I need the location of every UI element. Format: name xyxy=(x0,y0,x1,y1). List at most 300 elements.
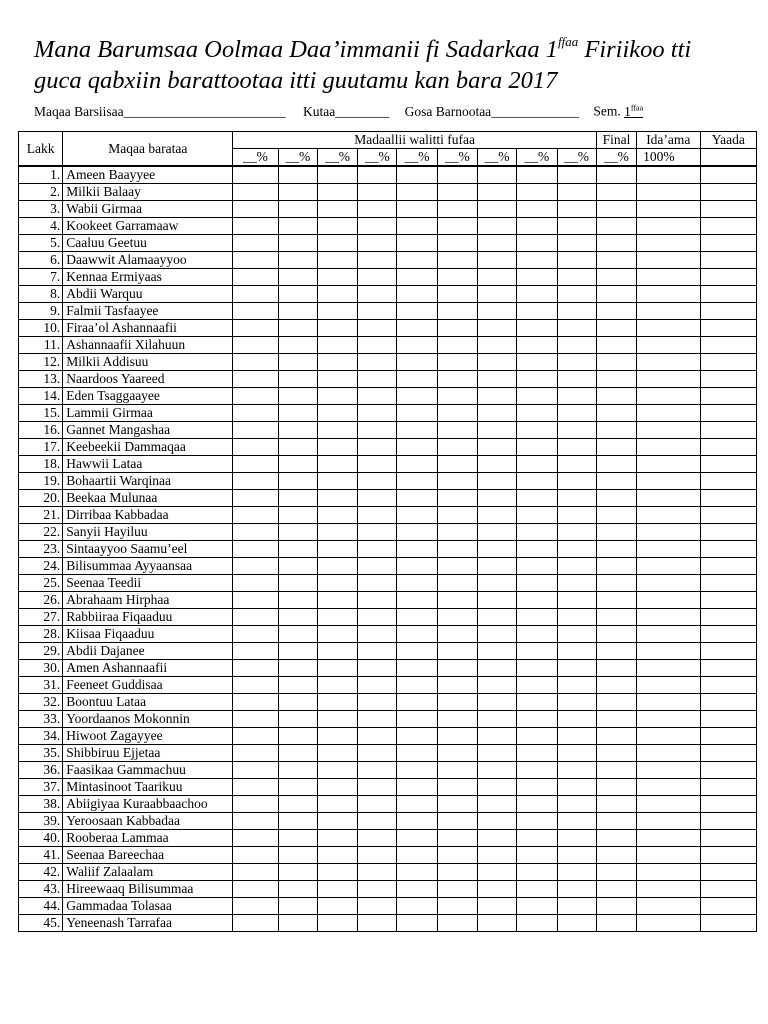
score-cell[interactable] xyxy=(478,507,517,524)
score-cell[interactable] xyxy=(437,269,477,286)
score-cell[interactable] xyxy=(517,796,557,813)
score-cell[interactable] xyxy=(358,728,397,745)
total-cell[interactable] xyxy=(637,371,700,388)
score-cell[interactable] xyxy=(317,422,357,439)
score-cell[interactable] xyxy=(517,643,557,660)
score-cell[interactable] xyxy=(397,524,437,541)
score-cell[interactable] xyxy=(437,898,477,915)
score-cell[interactable] xyxy=(278,269,317,286)
score-cell[interactable] xyxy=(517,881,557,898)
score-cell[interactable] xyxy=(317,728,357,745)
score-cell[interactable] xyxy=(397,201,437,218)
score-cell[interactable] xyxy=(478,354,517,371)
score-cell[interactable] xyxy=(397,881,437,898)
score-cell[interactable] xyxy=(437,813,477,830)
score-cell[interactable] xyxy=(233,745,278,762)
score-cell[interactable] xyxy=(478,405,517,422)
total-cell[interactable] xyxy=(637,745,700,762)
total-cell[interactable] xyxy=(637,490,700,507)
score-cell[interactable] xyxy=(278,592,317,609)
remark-cell[interactable] xyxy=(700,711,756,728)
score-cell[interactable] xyxy=(233,813,278,830)
score-cell[interactable] xyxy=(517,609,557,626)
score-cell[interactable] xyxy=(358,660,397,677)
score-cell[interactable] xyxy=(437,490,477,507)
score-cell[interactable] xyxy=(397,218,437,235)
final-cell[interactable] xyxy=(596,847,636,864)
score-cell[interactable] xyxy=(278,575,317,592)
score-cell[interactable] xyxy=(317,762,357,779)
score-cell[interactable] xyxy=(233,660,278,677)
score-cell[interactable] xyxy=(557,677,596,694)
score-cell[interactable] xyxy=(233,609,278,626)
score-cell[interactable] xyxy=(557,711,596,728)
score-cell[interactable] xyxy=(517,439,557,456)
score-cell[interactable] xyxy=(317,558,357,575)
score-cell[interactable] xyxy=(557,439,596,456)
score-cell[interactable] xyxy=(233,490,278,507)
remark-cell[interactable] xyxy=(700,371,756,388)
score-cell[interactable] xyxy=(317,660,357,677)
score-cell[interactable] xyxy=(278,609,317,626)
remark-cell[interactable] xyxy=(700,218,756,235)
score-cell[interactable] xyxy=(233,473,278,490)
pct-cell-3[interactable]: __% xyxy=(317,149,357,167)
score-cell[interactable] xyxy=(358,813,397,830)
score-cell[interactable] xyxy=(517,337,557,354)
score-cell[interactable] xyxy=(233,915,278,932)
score-cell[interactable] xyxy=(478,201,517,218)
total-cell[interactable] xyxy=(637,711,700,728)
score-cell[interactable] xyxy=(233,830,278,847)
score-cell[interactable] xyxy=(557,558,596,575)
score-cell[interactable] xyxy=(397,915,437,932)
score-cell[interactable] xyxy=(517,660,557,677)
total-cell[interactable] xyxy=(637,779,700,796)
score-cell[interactable] xyxy=(478,796,517,813)
score-cell[interactable] xyxy=(517,405,557,422)
score-cell[interactable] xyxy=(233,235,278,252)
final-cell[interactable] xyxy=(596,337,636,354)
final-cell[interactable] xyxy=(596,592,636,609)
score-cell[interactable] xyxy=(437,592,477,609)
score-cell[interactable] xyxy=(358,830,397,847)
score-cell[interactable] xyxy=(233,269,278,286)
remark-cell[interactable] xyxy=(700,762,756,779)
score-cell[interactable] xyxy=(233,694,278,711)
score-cell[interactable] xyxy=(358,541,397,558)
score-cell[interactable] xyxy=(397,507,437,524)
final-cell[interactable] xyxy=(596,320,636,337)
score-cell[interactable] xyxy=(517,201,557,218)
score-cell[interactable] xyxy=(317,796,357,813)
score-cell[interactable] xyxy=(437,320,477,337)
score-cell[interactable] xyxy=(233,405,278,422)
score-cell[interactable] xyxy=(317,694,357,711)
score-cell[interactable] xyxy=(557,626,596,643)
score-cell[interactable] xyxy=(437,473,477,490)
score-cell[interactable] xyxy=(557,473,596,490)
score-cell[interactable] xyxy=(517,898,557,915)
score-cell[interactable] xyxy=(397,847,437,864)
score-cell[interactable] xyxy=(317,166,357,184)
score-cell[interactable] xyxy=(233,524,278,541)
score-cell[interactable] xyxy=(317,218,357,235)
score-cell[interactable] xyxy=(233,320,278,337)
score-cell[interactable] xyxy=(517,779,557,796)
total-cell[interactable] xyxy=(637,541,700,558)
score-cell[interactable] xyxy=(278,405,317,422)
score-cell[interactable] xyxy=(397,558,437,575)
score-cell[interactable] xyxy=(317,745,357,762)
score-cell[interactable] xyxy=(358,711,397,728)
total-cell[interactable] xyxy=(637,830,700,847)
score-cell[interactable] xyxy=(233,218,278,235)
score-cell[interactable] xyxy=(557,269,596,286)
score-cell[interactable] xyxy=(437,371,477,388)
score-cell[interactable] xyxy=(233,388,278,405)
score-cell[interactable] xyxy=(478,524,517,541)
score-cell[interactable] xyxy=(233,558,278,575)
total-cell[interactable] xyxy=(637,388,700,405)
score-cell[interactable] xyxy=(557,303,596,320)
score-cell[interactable] xyxy=(517,626,557,643)
score-cell[interactable] xyxy=(437,558,477,575)
remark-cell[interactable] xyxy=(700,728,756,745)
total-cell[interactable] xyxy=(637,881,700,898)
final-cell[interactable] xyxy=(596,354,636,371)
score-cell[interactable] xyxy=(358,796,397,813)
score-cell[interactable] xyxy=(358,422,397,439)
score-cell[interactable] xyxy=(437,881,477,898)
remark-cell[interactable] xyxy=(700,337,756,354)
score-cell[interactable] xyxy=(437,830,477,847)
final-cell[interactable] xyxy=(596,252,636,269)
score-cell[interactable] xyxy=(478,592,517,609)
score-cell[interactable] xyxy=(317,201,357,218)
final-cell[interactable] xyxy=(596,643,636,660)
score-cell[interactable] xyxy=(317,541,357,558)
score-cell[interactable] xyxy=(437,762,477,779)
score-cell[interactable] xyxy=(278,830,317,847)
score-cell[interactable] xyxy=(233,762,278,779)
score-cell[interactable] xyxy=(233,592,278,609)
score-cell[interactable] xyxy=(478,541,517,558)
final-cell[interactable] xyxy=(596,303,636,320)
score-cell[interactable] xyxy=(557,490,596,507)
score-cell[interactable] xyxy=(358,371,397,388)
score-cell[interactable] xyxy=(317,269,357,286)
score-cell[interactable] xyxy=(278,898,317,915)
score-cell[interactable] xyxy=(397,711,437,728)
score-cell[interactable] xyxy=(358,558,397,575)
score-cell[interactable] xyxy=(317,864,357,881)
pct-cell-8[interactable]: __% xyxy=(517,149,557,167)
score-cell[interactable] xyxy=(317,626,357,643)
total-cell[interactable] xyxy=(637,575,700,592)
score-cell[interactable] xyxy=(478,235,517,252)
score-cell[interactable] xyxy=(397,252,437,269)
remark-cell[interactable] xyxy=(700,269,756,286)
score-cell[interactable] xyxy=(557,745,596,762)
final-cell[interactable] xyxy=(596,235,636,252)
score-cell[interactable] xyxy=(358,320,397,337)
score-cell[interactable] xyxy=(317,405,357,422)
score-cell[interactable] xyxy=(233,711,278,728)
remark-cell[interactable] xyxy=(700,252,756,269)
score-cell[interactable] xyxy=(478,490,517,507)
score-cell[interactable] xyxy=(358,694,397,711)
score-cell[interactable] xyxy=(278,643,317,660)
score-cell[interactable] xyxy=(557,507,596,524)
score-cell[interactable] xyxy=(278,813,317,830)
pct-cell-2[interactable]: __% xyxy=(278,149,317,167)
final-cell[interactable] xyxy=(596,762,636,779)
remark-cell[interactable] xyxy=(700,864,756,881)
score-cell[interactable] xyxy=(317,898,357,915)
score-cell[interactable] xyxy=(478,677,517,694)
total-cell[interactable] xyxy=(637,337,700,354)
remark-cell[interactable] xyxy=(700,303,756,320)
score-cell[interactable] xyxy=(397,473,437,490)
score-cell[interactable] xyxy=(233,643,278,660)
score-cell[interactable] xyxy=(557,456,596,473)
score-cell[interactable] xyxy=(478,252,517,269)
score-cell[interactable] xyxy=(478,643,517,660)
score-cell[interactable] xyxy=(517,762,557,779)
score-cell[interactable] xyxy=(557,575,596,592)
score-cell[interactable] xyxy=(557,660,596,677)
score-cell[interactable] xyxy=(358,354,397,371)
remark-cell[interactable] xyxy=(700,473,756,490)
teacher-name-field[interactable] xyxy=(34,104,286,120)
score-cell[interactable] xyxy=(278,473,317,490)
score-cell[interactable] xyxy=(397,745,437,762)
score-cell[interactable] xyxy=(358,201,397,218)
final-cell[interactable] xyxy=(596,439,636,456)
score-cell[interactable] xyxy=(278,320,317,337)
score-cell[interactable] xyxy=(517,184,557,201)
final-cell[interactable] xyxy=(596,184,636,201)
score-cell[interactable] xyxy=(233,371,278,388)
score-cell[interactable] xyxy=(478,660,517,677)
score-cell[interactable] xyxy=(478,371,517,388)
total-cell[interactable] xyxy=(637,524,700,541)
score-cell[interactable] xyxy=(278,864,317,881)
score-cell[interactable] xyxy=(557,201,596,218)
score-cell[interactable] xyxy=(517,830,557,847)
score-cell[interactable] xyxy=(437,507,477,524)
score-cell[interactable] xyxy=(517,303,557,320)
total-cell[interactable] xyxy=(637,592,700,609)
score-cell[interactable] xyxy=(358,609,397,626)
score-cell[interactable] xyxy=(233,252,278,269)
score-cell[interactable] xyxy=(317,507,357,524)
score-cell[interactable] xyxy=(233,677,278,694)
final-cell[interactable] xyxy=(596,728,636,745)
score-cell[interactable] xyxy=(317,915,357,932)
final-cell[interactable] xyxy=(596,830,636,847)
score-cell[interactable] xyxy=(397,439,437,456)
score-cell[interactable] xyxy=(278,915,317,932)
score-cell[interactable] xyxy=(278,881,317,898)
score-cell[interactable] xyxy=(233,201,278,218)
final-cell[interactable] xyxy=(596,558,636,575)
pct-cell-1[interactable]: __% xyxy=(233,149,278,167)
remark-cell[interactable] xyxy=(700,166,756,184)
score-cell[interactable] xyxy=(557,694,596,711)
remark-cell[interactable] xyxy=(700,235,756,252)
score-cell[interactable] xyxy=(557,371,596,388)
score-cell[interactable] xyxy=(317,320,357,337)
score-cell[interactable] xyxy=(557,898,596,915)
score-cell[interactable] xyxy=(317,439,357,456)
remark-cell[interactable] xyxy=(700,830,756,847)
final-cell[interactable] xyxy=(596,575,636,592)
score-cell[interactable] xyxy=(437,915,477,932)
remark-cell[interactable] xyxy=(700,609,756,626)
score-cell[interactable] xyxy=(517,847,557,864)
score-cell[interactable] xyxy=(478,813,517,830)
score-cell[interactable] xyxy=(278,728,317,745)
score-cell[interactable] xyxy=(437,745,477,762)
score-cell[interactable] xyxy=(517,541,557,558)
total-cell[interactable] xyxy=(637,915,700,932)
remark-cell[interactable] xyxy=(700,388,756,405)
remark-cell[interactable] xyxy=(700,677,756,694)
remark-cell[interactable] xyxy=(700,201,756,218)
score-cell[interactable] xyxy=(317,779,357,796)
score-cell[interactable] xyxy=(397,762,437,779)
score-cell[interactable] xyxy=(437,405,477,422)
score-cell[interactable] xyxy=(233,626,278,643)
score-cell[interactable] xyxy=(437,388,477,405)
score-cell[interactable] xyxy=(557,184,596,201)
score-cell[interactable] xyxy=(557,320,596,337)
subject-field[interactable] xyxy=(405,104,579,120)
total-cell[interactable] xyxy=(637,235,700,252)
score-cell[interactable] xyxy=(278,456,317,473)
score-cell[interactable] xyxy=(557,762,596,779)
score-cell[interactable] xyxy=(517,490,557,507)
score-cell[interactable] xyxy=(397,388,437,405)
score-cell[interactable] xyxy=(437,252,477,269)
score-cell[interactable] xyxy=(233,881,278,898)
score-cell[interactable] xyxy=(437,660,477,677)
total-cell[interactable] xyxy=(637,354,700,371)
total-cell[interactable] xyxy=(637,422,700,439)
remark-cell[interactable] xyxy=(700,898,756,915)
score-cell[interactable] xyxy=(397,609,437,626)
total-cell[interactable] xyxy=(637,762,700,779)
total-cell[interactable] xyxy=(637,473,700,490)
score-cell[interactable] xyxy=(278,796,317,813)
total-cell[interactable] xyxy=(637,660,700,677)
remark-cell[interactable] xyxy=(700,184,756,201)
score-cell[interactable] xyxy=(397,694,437,711)
score-cell[interactable] xyxy=(557,813,596,830)
score-cell[interactable] xyxy=(358,456,397,473)
score-cell[interactable] xyxy=(397,796,437,813)
score-cell[interactable] xyxy=(517,558,557,575)
score-cell[interactable] xyxy=(358,218,397,235)
final-cell[interactable] xyxy=(596,813,636,830)
score-cell[interactable] xyxy=(317,371,357,388)
score-cell[interactable] xyxy=(358,337,397,354)
final-cell[interactable] xyxy=(596,218,636,235)
score-cell[interactable] xyxy=(358,252,397,269)
score-cell[interactable] xyxy=(478,609,517,626)
score-cell[interactable] xyxy=(233,541,278,558)
score-cell[interactable] xyxy=(358,184,397,201)
score-cell[interactable] xyxy=(557,166,596,184)
score-cell[interactable] xyxy=(517,694,557,711)
total-cell[interactable] xyxy=(637,796,700,813)
score-cell[interactable] xyxy=(397,320,437,337)
remark-cell[interactable] xyxy=(700,847,756,864)
score-cell[interactable] xyxy=(557,847,596,864)
final-cell[interactable] xyxy=(596,660,636,677)
score-cell[interactable] xyxy=(233,847,278,864)
score-cell[interactable] xyxy=(358,524,397,541)
score-cell[interactable] xyxy=(397,541,437,558)
score-cell[interactable] xyxy=(278,354,317,371)
score-cell[interactable] xyxy=(358,405,397,422)
score-cell[interactable] xyxy=(397,371,437,388)
score-cell[interactable] xyxy=(478,847,517,864)
score-cell[interactable] xyxy=(397,286,437,303)
score-cell[interactable] xyxy=(358,439,397,456)
score-cell[interactable] xyxy=(557,592,596,609)
score-cell[interactable] xyxy=(397,184,437,201)
score-cell[interactable] xyxy=(358,762,397,779)
score-cell[interactable] xyxy=(437,796,477,813)
score-cell[interactable] xyxy=(317,677,357,694)
score-cell[interactable] xyxy=(478,473,517,490)
score-cell[interactable] xyxy=(397,490,437,507)
score-cell[interactable] xyxy=(478,166,517,184)
score-cell[interactable] xyxy=(437,626,477,643)
remark-cell[interactable] xyxy=(700,626,756,643)
final-cell[interactable] xyxy=(596,166,636,184)
score-cell[interactable] xyxy=(278,184,317,201)
total-cell[interactable] xyxy=(637,558,700,575)
remark-cell[interactable] xyxy=(700,354,756,371)
score-cell[interactable] xyxy=(233,422,278,439)
score-cell[interactable] xyxy=(358,915,397,932)
score-cell[interactable] xyxy=(557,541,596,558)
score-cell[interactable] xyxy=(478,915,517,932)
score-cell[interactable] xyxy=(437,354,477,371)
score-cell[interactable] xyxy=(233,575,278,592)
total-cell[interactable] xyxy=(637,864,700,881)
score-cell[interactable] xyxy=(397,575,437,592)
pct-cell-final[interactable]: __% xyxy=(596,149,636,167)
score-cell[interactable] xyxy=(317,184,357,201)
total-cell[interactable] xyxy=(637,643,700,660)
total-cell[interactable] xyxy=(637,166,700,184)
final-cell[interactable] xyxy=(596,473,636,490)
score-cell[interactable] xyxy=(437,779,477,796)
final-cell[interactable] xyxy=(596,524,636,541)
score-cell[interactable] xyxy=(397,813,437,830)
remark-cell[interactable] xyxy=(700,286,756,303)
score-cell[interactable] xyxy=(397,660,437,677)
score-cell[interactable] xyxy=(478,575,517,592)
score-cell[interactable] xyxy=(397,728,437,745)
score-cell[interactable] xyxy=(233,728,278,745)
semester-field[interactable] xyxy=(593,103,643,120)
